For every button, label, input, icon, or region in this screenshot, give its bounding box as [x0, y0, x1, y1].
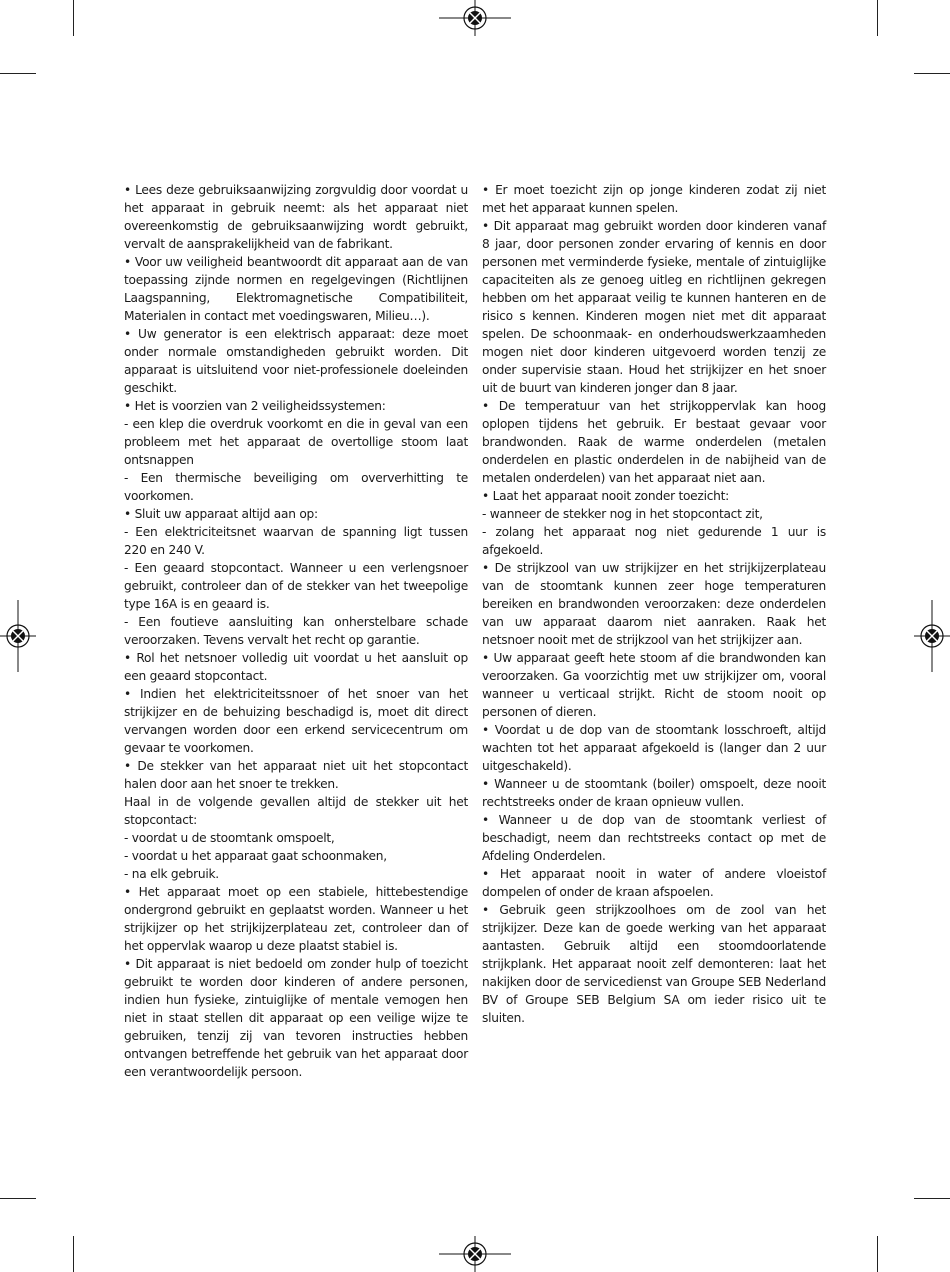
paragraph: • De temperatuur van het strijkoppervlak kan hoog oplopen tijdens het gebruik. Er bestaat gevaar voor brandwonden. Raak de warme onderdelen (metalen onderdelen en plastic onderdelen in de nabijheid van de metalen onderdelen) van het apparaat niet aan. — [482, 399, 826, 485]
right-column — [482, 181, 826, 1027]
paragraph: - zolang het apparaat nog niet gedurende 1 uur is afgekoeld. — [482, 525, 826, 557]
paragraph: - Een elektriciteitsnet waarvan de spanning ligt tussen 220 en 240 V. — [124, 525, 468, 557]
paragraph: • De stekker van het apparaat niet uit het stopcontact halen door aan het snoer te trekken. — [124, 759, 468, 791]
paragraph: • Wanneer u de stoomtank (boiler) omspoelt, deze nooit rechtstreeks onder de kraan opnieuw vullen. — [482, 777, 826, 809]
paragraph: • Voordat u de dop van de stoomtank losschroeft, altijd wachten tot het apparaat afgekoeld is (langer dan 2 uur uitgeschakeld). — [482, 723, 826, 773]
crop-mark — [877, 1236, 878, 1272]
paragraph: - na elk gebruik. — [124, 867, 219, 881]
crop-mark — [914, 1198, 950, 1199]
paragraph: - wanneer de stekker nog in het stopcontact zit, — [482, 507, 763, 521]
left-column — [124, 181, 468, 1081]
crop-mark — [0, 1198, 36, 1199]
paragraph: • Indien het elektriciteitssnoer of het snoer van het strijkijzer en de behuizing beschadigd is, moet dit direct vervangen worden door een erkend servicecentrum om gevaar te voorkomen. — [124, 687, 468, 755]
registration-mark-icon — [914, 600, 950, 672]
crop-mark — [73, 1236, 74, 1272]
paragraph: • Gebruik geen strijkzoolhoes om de zool van het strijkijzer. Deze kan de goede werking van het apparaat aantasten. Gebruik altijd een stoomdoorlatende strijkplank. Het apparaat nooit zelf demonteren: laat het nakijken door de servicedienst van Groupe SEB Nederland BV of Groupe SEB Belgium SA om ieder risico uit te sluiten. — [482, 903, 826, 1025]
paragraph: • Wanneer u de dop van de stoomtank verliest of beschadigt, neem dan rechtstreeks contact op met de Afdeling Onderdelen. — [482, 813, 826, 863]
paragraph: - Een thermische beveiliging om oververhitting te voorkomen. — [124, 471, 468, 503]
paragraph: - voordat u de stoomtank omspoelt, — [124, 831, 335, 845]
paragraph: • Lees deze gebruiksaanwijzing zorgvuldig door voordat u het apparaat in gebruik neemt: als het apparaat niet overeenkomstig de gebruiksaanwijzing wordt gebruikt, vervalt de aansprakelijkheid van de fabrikant. — [124, 183, 468, 251]
crop-mark — [0, 73, 36, 74]
paragraph: • Uw generator is een elektrisch apparaat: deze moet onder normale omstandigheden gebruikt worden. Dit apparaat is uitsluitend voor niet-professionele doeleinden geschikt. — [124, 327, 468, 395]
registration-mark-icon — [0, 600, 36, 672]
registration-mark-icon — [439, 1236, 511, 1272]
registration-mark-icon — [439, 0, 511, 36]
paragraph: • Het apparaat nooit in water of andere vloeistof dompelen of onder de kraan afspoelen. — [482, 867, 826, 899]
paragraph: • Dit apparaat is niet bedoeld om zonder hulp of toezicht gebruikt te worden door kinderen of andere personen, indien hun fysieke, zintuiglijke of mentale vemogen hen niet in staat stellen dit apparaat op een veilige wijze te gebruiken, tenzij zij van tevoren instructies hebben ontvangen betreffende het gebruik van het apparaat door een verantwoordelijk persoon. — [124, 957, 468, 1079]
paragraph: - voordat u het apparaat gaat schoonmaken, — [124, 849, 387, 863]
paragraph: • Rol het netsnoer volledig uit voordat u het aansluit op een geaard stopcontact. — [124, 651, 468, 683]
paragraph: • Voor uw veiligheid beantwoordt dit apparaat aan de van toepassing zijnde normen en regelgevingen (Richtlijnen Laagspanning, Elektromagnetische Compatibiliteit, Materialen in contact met voedingswaren, Milieu…). — [124, 255, 468, 323]
paragraph: • Sluit uw apparaat altijd aan op: — [124, 507, 318, 521]
paragraph: • Het is voorzien van 2 veiligheidssystemen: — [124, 399, 386, 413]
crop-mark — [914, 73, 950, 74]
paragraph: • Er moet toezicht zijn op jonge kinderen zodat zij niet met het apparaat kunnen spelen. — [482, 183, 826, 215]
paragraph: • Uw apparaat geeft hete stoom af die brandwonden kan veroorzaken. Ga voorzichtig met uw strijkijzer om, vooral wanneer u verticaal strijkt. Richt de stoom nooit op personen of dieren. — [482, 651, 826, 719]
paragraph: • De strijkzool van uw strijkijzer en het strijkijzerplateau van de stoomtank kunnen zeer hoge temperaturen bereiken en brandwonden veroorzaken: deze onderdelen van uw apparaat daarom niet aanraken. Raak het netsnoer nooit met de strijkzool van het strijkijzer aan. — [482, 561, 826, 647]
paragraph: - Een geaard stopcontact. Wanneer u een verlengsnoer gebruikt, controleer dan of de stekker van het tweepolige type 16A is en geaard is. — [124, 561, 468, 611]
paragraph: Haal in de volgende gevallen altijd de stekker uit het stopcontact: — [124, 795, 468, 827]
crop-mark — [877, 0, 878, 36]
crop-mark — [73, 0, 74, 36]
paragraph: - Een foutieve aansluiting kan onherstelbare schade veroorzaken. Tevens vervalt het recht op garantie. — [124, 615, 468, 647]
paragraph: • Het apparaat moet op een stabiele, hittebestendige ondergrond gebruikt en geplaatst worden. Wanneer u het strijkijzer op het strijkijzerplateau zet, controleer dan of het oppervlak waarop u deze plaatst stabiel is. — [124, 885, 468, 953]
paragraph: • Dit apparaat mag gebruikt worden door kinderen vanaf 8 jaar, door personen zonder ervaring of kennis en door personen met verminderde fysieke, mentale of zintuiglijke capaciteiten als ze genoeg uitleg en richtlijnen gekregen hebben om het apparaat veilig te kunnen hanteren en de risico s kennen. Kinderen mogen niet met dit apparaat spelen. De schoonmaak- en onderhoudswerkzaamheden mogen niet door kinderen uitgevoerd worden tenzij ze onder supervisie staan. Houd het strijkijzer en het snoer uit de buurt van kinderen jonger dan 8 jaar. — [482, 219, 826, 395]
paragraph: - een klep die overdruk voorkomt en die in geval van een probleem met het apparaat de overtollige stoom laat ontsnappen — [124, 417, 468, 467]
paragraph: • Laat het apparaat nooit zonder toezicht: — [482, 489, 730, 503]
